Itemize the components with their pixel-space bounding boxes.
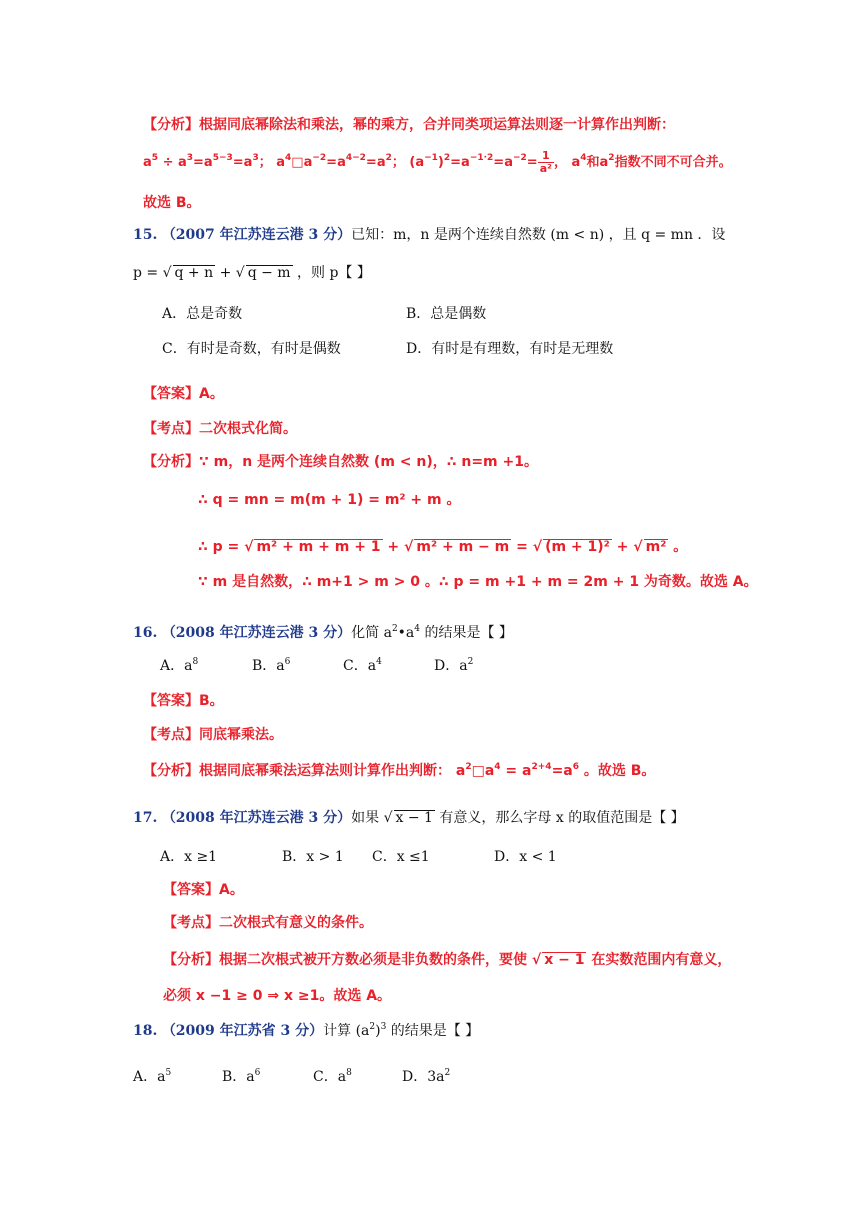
option-b: B．x > 1 [282, 849, 344, 865]
analysis-text: 根据同底幂除法和乘法，幂的乘方，合并同类项运算法则逐一计算作出判断： [199, 117, 675, 133]
question-16-line1 [133, 622, 513, 642]
exponent: 2 [369, 1022, 376, 1032]
formula-part: + [611, 539, 634, 555]
formula-part: 。 [668, 539, 688, 555]
point-text: 同底幂乘法。 [199, 727, 283, 743]
question-number: 16. [133, 625, 158, 641]
analysis-text: 根据二次根式被开方数必须是非负数的条件，要使 [219, 952, 532, 968]
option-d [402, 1066, 450, 1086]
option-d: D．x < 1 [494, 849, 557, 865]
exponent: 2 [385, 153, 392, 164]
option-a: A．x ≥1 [160, 849, 218, 865]
formula-part: ； (a [391, 155, 425, 171]
exponent: 2 [391, 624, 398, 634]
fraction [538, 150, 554, 175]
radicand: m² [645, 539, 667, 555]
point-line [143, 724, 283, 744]
option-d: D．有时是有理数，有时是无理数 [406, 341, 614, 357]
option-a [160, 655, 198, 675]
exponent: 2 [467, 657, 474, 667]
sqrt-symbol: √ [383, 810, 393, 826]
conclusion: 故选 B。 [143, 195, 201, 211]
exponent: 6 [254, 1068, 261, 1078]
answer-line [143, 383, 224, 403]
analysis-text: 根据同底幂乘法运算法则计算作出判断： a [199, 763, 466, 779]
exponent: 5−3 [212, 153, 233, 164]
question-stem: •a [397, 625, 415, 641]
formula-part: □a [291, 155, 313, 171]
formula-part: =a [493, 155, 513, 171]
radicand: m² + m − m [416, 539, 510, 555]
question-15-line1 [133, 224, 725, 244]
option-a [133, 1066, 171, 1086]
option-text: D．a [434, 658, 468, 674]
option-b: B．总是偶数 [406, 306, 487, 322]
analysis-line [143, 114, 675, 134]
formula-part: = [526, 155, 538, 171]
question-stem: 已知：m，n 是两个连续自然数 (m < n) ，且 q = mn ．设 [351, 227, 726, 243]
question-stem: 的结果是【 】 [386, 1023, 480, 1039]
sqrt-symbol: √ [404, 539, 414, 555]
radicand: m² + m + m + 1 [256, 539, 381, 555]
question-source: （2009 年江苏省 3 分） [161, 1023, 324, 1039]
formula-part: 和a [586, 155, 609, 171]
sqrt-symbol: √ [531, 952, 542, 968]
exponent: 4 [376, 657, 382, 667]
answer-tag: 【答案】 [143, 386, 199, 402]
exponent: 3 [186, 153, 194, 164]
point-text: 二次根式有意义的条件。 [219, 915, 373, 931]
fraction-denominator: a² [539, 162, 552, 176]
analysis-text: =a [551, 763, 573, 779]
formula-part: ∴ p = [198, 539, 245, 555]
question-15-line2 [133, 262, 371, 282]
option-text: A．a [160, 658, 193, 674]
formula-part: ； a [258, 155, 286, 171]
option-text: C．a [313, 1069, 347, 1085]
exponent: 2 [443, 153, 451, 164]
exponent: −2 [312, 153, 327, 164]
formula-part: ) [437, 155, 444, 171]
answer-text: A。 [199, 386, 224, 402]
radicand: x − 1 [544, 952, 585, 968]
analysis-line [143, 760, 655, 780]
analysis-step: 必须 x −1 ≥ 0 ⇒ x ≥1。故选 A。 [163, 988, 392, 1004]
exponent: 5 [151, 153, 159, 164]
question-stem: 计算 (a [323, 1023, 370, 1039]
option-c: C．x ≤1 [372, 849, 430, 865]
analysis-text: 在实数范围内有意义， [586, 952, 732, 968]
exponent: 5 [165, 1068, 172, 1078]
radicand: q + n [174, 265, 214, 281]
question-stem: 的结果是【 】 [420, 625, 513, 641]
point-tag: 【考点】 [143, 727, 199, 743]
formula-part: ， a [553, 155, 581, 171]
option-text: A．a [133, 1069, 166, 1085]
exponent: 3 [252, 153, 259, 164]
sqrt-symbol: √ [532, 539, 543, 555]
question-source: （2008 年江苏连云港 3 分） [161, 625, 352, 641]
option-text: B．a [252, 658, 285, 674]
formula-part: ，则 p【 】 [292, 265, 371, 281]
question-17-line1 [133, 807, 685, 827]
radicand: x − 1 [395, 810, 433, 826]
formula-part: + [215, 265, 236, 281]
formula-part: =a [365, 155, 386, 171]
exponent: −1·2 [469, 153, 494, 164]
point-text: 二次根式化简。 [199, 421, 297, 437]
radicand: (m + 1)² [545, 539, 610, 555]
formula-part: =a [450, 155, 470, 171]
question-18-line1 [133, 1020, 479, 1040]
question-number: 17. [133, 810, 158, 826]
option-d [434, 655, 473, 675]
option-a: A．总是奇数 [162, 306, 243, 322]
formula-part: ÷ a [158, 155, 187, 171]
radicand: q − m [247, 265, 291, 281]
option-b [222, 1066, 260, 1086]
exponent: 8 [346, 1068, 352, 1078]
answer-tag: 【答案】 [143, 693, 199, 709]
option-text: B．a [222, 1069, 255, 1085]
point-tag: 【考点】 [143, 421, 199, 437]
point-tag: 【考点】 [163, 915, 219, 931]
sqrt-symbol: √ [162, 265, 172, 281]
formula-part: a [143, 155, 152, 171]
option-c [343, 655, 382, 675]
point-line [163, 912, 373, 932]
formula-part: = [511, 539, 533, 555]
sqrt-symbol: √ [244, 539, 254, 555]
analysis-line [163, 949, 731, 969]
exponent: 4 [414, 624, 421, 634]
analysis-tag: 【分析】 [143, 117, 199, 133]
analysis-step [198, 536, 687, 556]
formula-part: 指数不同不可合并。 [614, 155, 732, 171]
option-b [252, 655, 290, 675]
exponent: 2 [608, 153, 615, 164]
exponent: 2 [465, 762, 472, 772]
question-number: 15. [133, 227, 158, 243]
answer-text: A。 [219, 882, 244, 898]
analysis-tag: 【分析】 [163, 952, 219, 968]
question-stem: ) [375, 1023, 381, 1039]
option-text: C．a [343, 658, 377, 674]
formula-part: + [382, 539, 405, 555]
answer-tag: 【答案】 [163, 882, 219, 898]
exponent: 4−2 [345, 153, 366, 164]
exponent: 4 [580, 153, 587, 164]
exponent: 4 [285, 153, 292, 164]
exponent: 6 [572, 762, 580, 772]
option-text: D．3a [402, 1069, 445, 1085]
analysis-step: ∴ q = mn = m(m + 1) = m² + m 。 [198, 492, 461, 508]
analysis-text: ∵ m，n 是两个连续自然数 (m < n)，∴ n=m +1。 [199, 454, 538, 470]
question-source: （2007 年江苏连云港 3 分） [161, 227, 352, 243]
exponent: −1 [424, 153, 438, 164]
analysis-text: 。故选 B。 [579, 763, 656, 779]
question-stem: 如果 [351, 810, 384, 826]
analysis-text: = a [500, 763, 532, 779]
exponent: 6 [284, 657, 291, 667]
answer-line [163, 879, 244, 899]
analysis-text: □a [471, 763, 495, 779]
question-stem: 有意义，那么字母 x 的取值范围是【 】 [434, 810, 685, 826]
exponent: 2+4 [531, 762, 552, 772]
point-line [143, 418, 297, 438]
exponent: 8 [192, 657, 199, 667]
analysis-tag: 【分析】 [143, 454, 199, 470]
question-stem: 化简 a [351, 625, 392, 641]
question-source: （2008 年江苏连云港 3 分） [161, 810, 352, 826]
answer-text: B。 [199, 693, 224, 709]
sqrt-symbol: √ [235, 265, 245, 281]
exponent: 2 [444, 1068, 451, 1078]
exponent: 4 [494, 762, 501, 772]
formula-part: =a [326, 155, 346, 171]
question-number: 18. [133, 1023, 158, 1039]
answer-line [143, 690, 224, 710]
sqrt-symbol: √ [633, 539, 643, 555]
exponent: −2 [512, 153, 527, 164]
option-c [313, 1066, 352, 1086]
formula-line [143, 150, 732, 175]
formula-part: p = [133, 265, 163, 281]
fraction-numerator: 1 [538, 150, 554, 163]
exponent: 3 [380, 1022, 387, 1032]
analysis-line [143, 451, 538, 471]
formula-part: =a [193, 155, 213, 171]
formula-part: =a [232, 155, 253, 171]
analysis-step: ∵ m 是自然数，∴ m+1 > m > 0 。∴ p = m +1 + m = 2m + 1 为奇数。故选 A。 [198, 574, 758, 590]
option-c: C．有时是奇数，有时是偶数 [162, 341, 341, 357]
analysis-tag: 【分析】 [143, 763, 199, 779]
